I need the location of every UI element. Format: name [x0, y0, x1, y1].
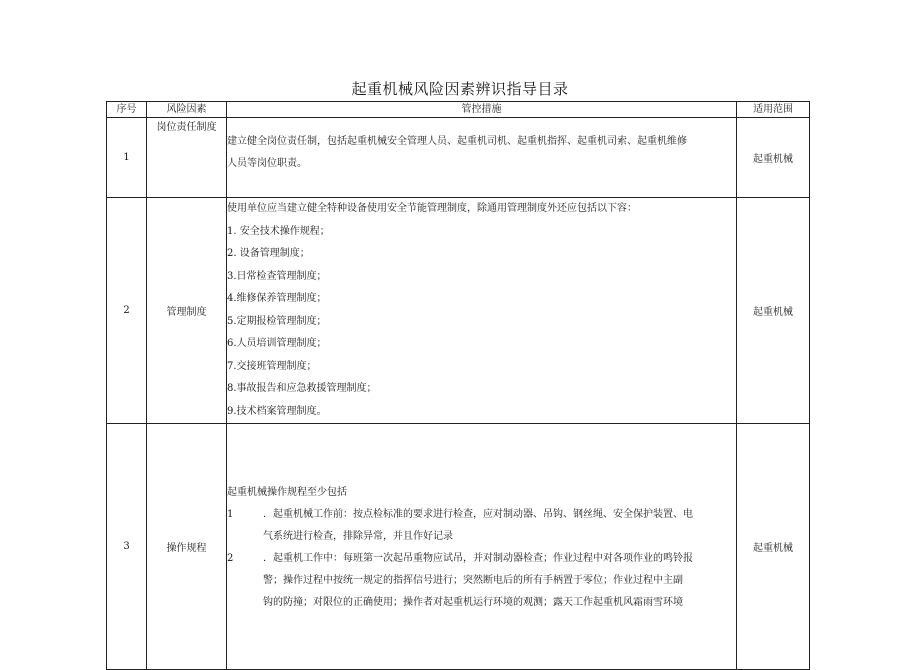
- measure-item-line: 钩的防撞；对限位的正确使用；操作者对起重机运行环境的观测；露天工作起重机风霜雨雪环境: [263, 597, 683, 608]
- measure-item: [227, 548, 736, 614]
- measure-item: [227, 504, 736, 548]
- table-header-row: [107, 102, 810, 118]
- risk-table: [106, 101, 810, 670]
- row-measures: [227, 118, 737, 198]
- row-seq: 1: [107, 118, 147, 198]
- row-seq: 2: [107, 198, 147, 424]
- row-seq: 3: [107, 424, 147, 670]
- measure-line: 4.维修保养管理制度；: [227, 293, 327, 304]
- measure-item-number: 1: [227, 509, 234, 520]
- row-scope: 起重机械: [737, 198, 810, 424]
- measure-line: 3.日常检查管理制度；: [227, 270, 327, 282]
- header-factor: 风险因素: [147, 102, 227, 118]
- measure-line: 8.事故报告和应急救援管理制度；: [227, 383, 377, 394]
- table-row: [107, 198, 810, 424]
- row-factor: 岗位责任制度: [147, 118, 227, 198]
- row-factor: 操作规程: [147, 424, 227, 670]
- measure-line: 9.技术档案管理制度。: [227, 405, 327, 417]
- row-scope: 起重机械: [737, 118, 810, 198]
- table-row: [107, 118, 810, 198]
- measure-line: 6.人员培训管理制度；: [227, 338, 327, 349]
- table-row: [107, 424, 810, 670]
- measure-line: 人员等岗位职责。: [227, 158, 307, 169]
- row-measures: [227, 198, 737, 424]
- measure-item-line: 气系统进行检查，排除异常，并且作好记录: [263, 531, 453, 542]
- measure-line: 7.交接班管理制度；: [227, 360, 317, 372]
- header-scope: 适用范围: [737, 102, 810, 118]
- row-measures: [227, 424, 737, 670]
- row-scope: 起重机械: [737, 424, 810, 670]
- measure-line: 5.定期报检管理制度；: [227, 315, 327, 327]
- page-title: 起重机械风险因素辨识指导目录: [351, 80, 569, 98]
- measure-item-line: ．起重机工作中：每班第一次起吊重物应试吊，并对制动器检查；作业过程中对各项作业的鸣铃报: [263, 553, 693, 564]
- measure-item-line: ．起重机械工作前：按点检标准的要求进行检查，应对制动器、吊钩、钢丝绳、安全保护装置、电: [263, 509, 693, 520]
- header-measures: 管控措施: [227, 102, 737, 118]
- row-factor: 管理制度: [147, 198, 227, 424]
- header-seq: 序号: [107, 102, 147, 118]
- measure-intro: 起重机械操作规程至少包括: [227, 487, 347, 498]
- measure-item-line: 警；操作过程中按统一规定的指挥信号进行；突然断电后的所有手柄置于零位；作业过程中主副: [263, 575, 683, 586]
- measure-line: 1. 安全技术操作规程；: [227, 225, 330, 237]
- measure-line: 使用单位应当建立健全特种设备使用安全节能管理制度，除通用管理制度外还应包括以下容：: [227, 203, 637, 214]
- measure-line: 建立健全岗位责任制，包括起重机械安全管理人员、起重机司机、起重机指挥、起重机司索、起重机维修: [227, 136, 687, 147]
- measure-item-number: 2: [227, 553, 234, 564]
- measure-line: 2. 设备管理制度；: [227, 248, 310, 259]
